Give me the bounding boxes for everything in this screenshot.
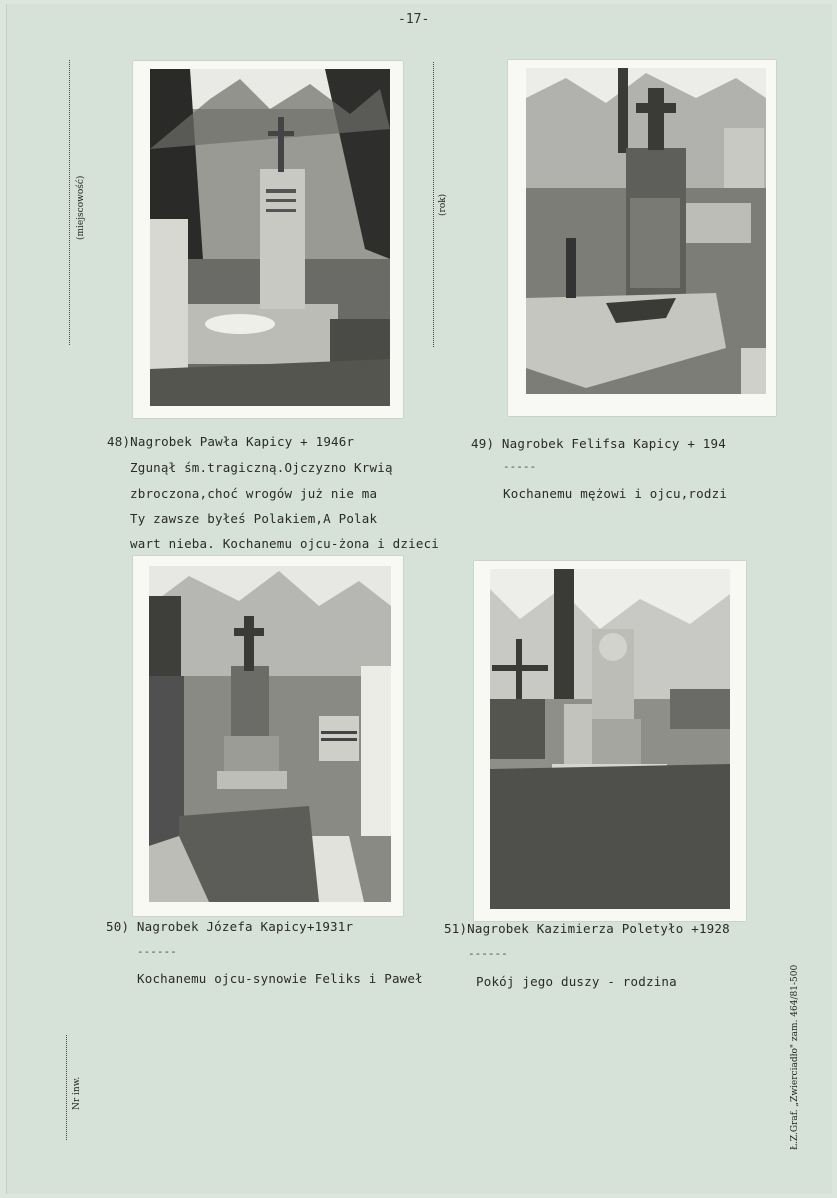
place-rule (69, 60, 70, 345)
caption-48-line-3: Ty zawsze byłeś Polakiem,A Polak (130, 511, 378, 526)
grave-photo-50 (133, 556, 403, 916)
caption-51-line-1: Pokój jego duszy - rodzina (476, 974, 677, 989)
caption-49-title: 49) Nagrobek Felifsa Kapicy + 194 (471, 436, 726, 451)
grave-photo-48 (133, 61, 403, 418)
caption-48-line-4: wart nieba. Kochanemu ojcu-żona i dzieci (130, 536, 440, 551)
grave-photo-51 (474, 561, 746, 921)
caption-50-separator: ------ (137, 945, 177, 958)
grave-photo-51-image (490, 569, 730, 909)
year-rule (433, 62, 434, 347)
caption-48-title: 48)Nagrobek Pawła Kapicy + 1946r (107, 434, 355, 449)
caption-50-title: 50) Nagrobek Józefa Kapicy+1931r (106, 919, 354, 934)
grave-photo-48-image (150, 69, 390, 406)
caption-50-line-1: Kochanemu ojcu-synowie Feliks i Paweł (137, 971, 423, 986)
caption-48-line-1: Zgunął śm.tragiczną.Ojczyzno Krwią (130, 460, 393, 475)
place-label: (miejscowość) (76, 175, 86, 240)
caption-51-title: 51)Nagrobek Kazimierza Poletyło +1928 (444, 921, 730, 936)
print-imprint: Ł.Z.Graf. „Zwierciadło" zam. 464/81-500 (790, 964, 800, 1150)
caption-49-line-1: Kochanemu mężowi i ojcu,rodzi (503, 486, 728, 501)
page-number: -17- (398, 12, 430, 27)
caption-49-separator: ----- (503, 460, 537, 473)
caption-51-separator: ------ (468, 947, 508, 960)
year-label: (rok) (438, 193, 448, 216)
grave-photo-49 (508, 60, 776, 416)
inventory-rule (66, 1035, 67, 1140)
grave-photo-50-image (149, 566, 391, 902)
inventory-label: Nr inw. (72, 1076, 82, 1110)
grave-photo-49-image (526, 68, 766, 394)
caption-48-line-2: zbroczona,choć wrogów już nie ma (130, 486, 378, 501)
